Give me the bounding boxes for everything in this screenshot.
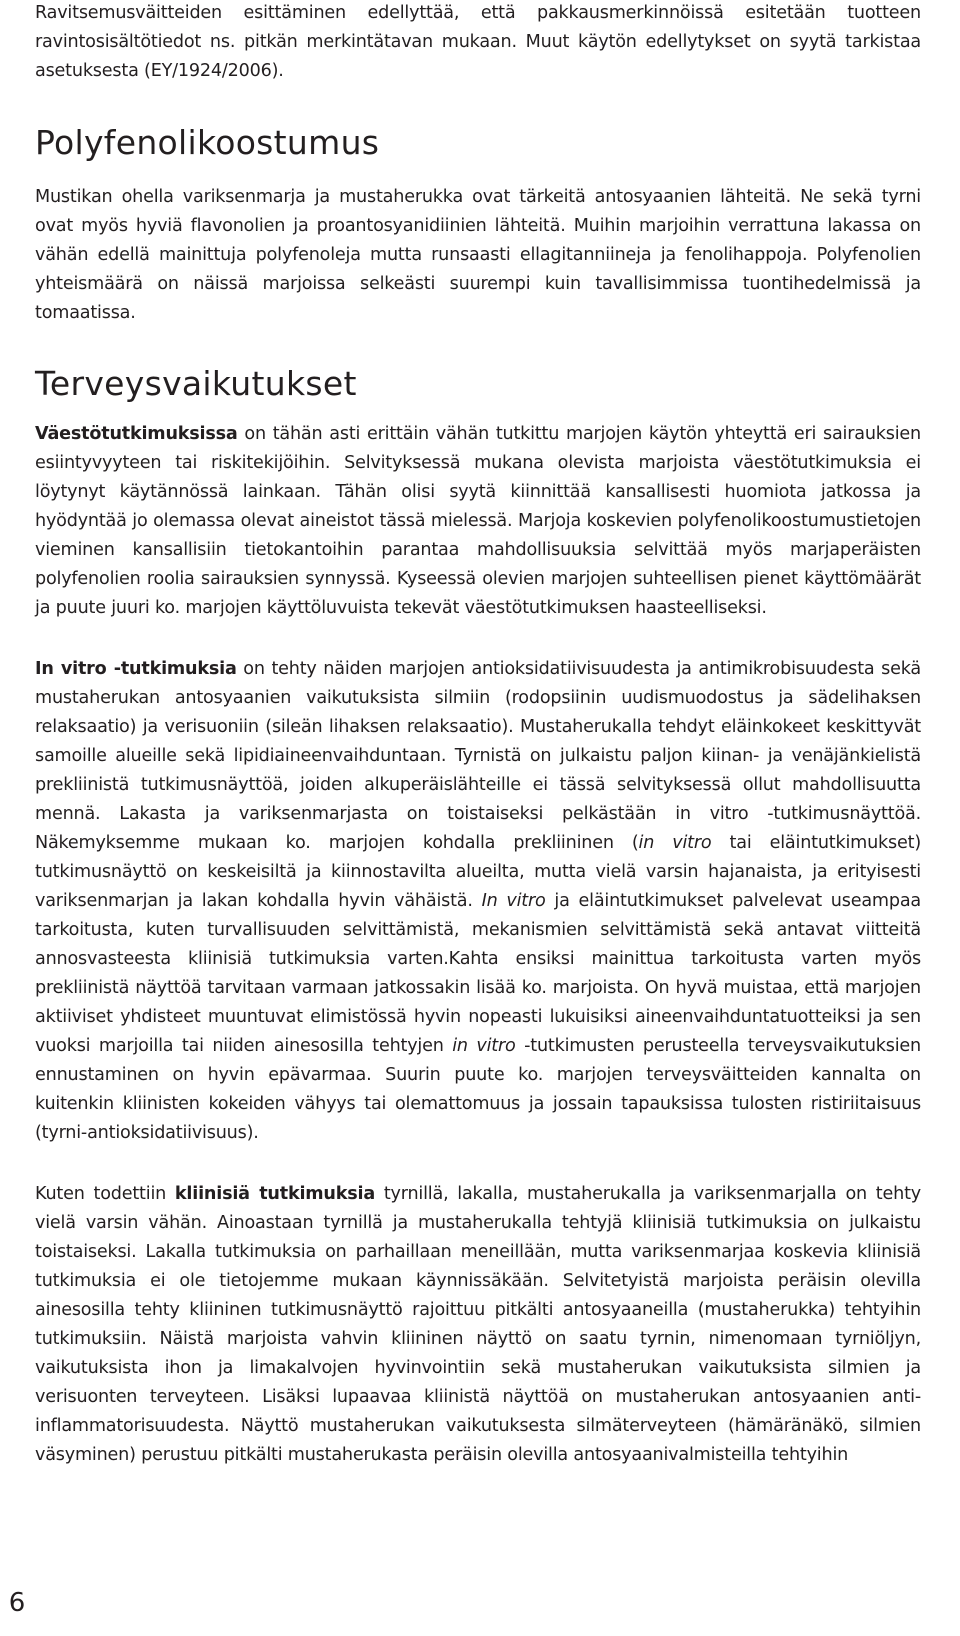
bold-term-kliinisia-tutkimuksia: kliinisiä tutkimuksia bbox=[174, 1184, 376, 1204]
kliiniset-paragraph bbox=[35, 1180, 921, 1470]
heading-polyfenolikoostumus: Polyfenolikoostumus bbox=[35, 123, 380, 162]
vaestotutkimus-paragraph bbox=[35, 420, 921, 623]
italic-in-vitro: In vitro bbox=[481, 891, 546, 911]
heading-terveysvaikutukset: Terveysvaikutukset bbox=[35, 364, 357, 403]
paragraph-text: on tähän asti erittäin vähän tutkittu marjojen käytön yhteyttä eri sairauksien esiintyvyyteen tai riskitekijöihin. Selvityksessä mukana olevista marjoista väestötutkimuksia ei löytynyt käytännössä lainkaan. Tähän olisi syytä kiinnittää kansallisesti huomiota jatkossa ja hyödyntää jo olemassa olevat aineistot tässä mielessä. Marjoja koskevien polyfenolikoostumustietojen vieminen kansallisiin tietokantoihin parantaa mahdollisuuksia selvittää myös marjaperäisten polyfenolien roolia sairauksien synnyssä. Kyseessä olevien marjojen suhteellisen pienet käyttömäärät ja puute juuri ko. marjojen käyttöluvuista tekevät väestötutkimuksen haasteelliseksi. bbox=[35, 424, 921, 618]
paragraph-text: tyrnillä, lakalla, mustaherukalla ja variksenmarjalla on tehty vielä varsin vähän. Ainoastaan tyrnillä ja mustaherukalla tehtyjä kliinisiä tutkimuksia on julkaistu toistaiseksi. Lakalla tutkimuksia on parhaillaan meneillään, mutta variksenmarjaa koskevia kliinisiä tutkimuksia ei ole tietojemme mukaan käynnissäkään. Selvitetyistä marjoista peräisin olevilla ainesosilla tehty kliininen tutkimusnäyttö rajoittuu pitkälti antosyaaneilla (mustaherukka) tehtyihin tutkimuksiin. Näistä marjoista vahvin kliininen näyttö on saatu tyrnin, nimenomaan tyrniöljyn, vaikutuksista ihon ja limakalvojen hyvinvointiin sekä mustaherukan vaikutuksista silmien ja verisuonten terveyteen. Lisäksi lupaavaa kliinistä näyttöä on mustaherukan antosyaanien anti-inflammatorisuudesta. Näyttö mustaherukan vaikutuksesta silmäterveyteen (hämäränäkö, silmien väsyminen) perustuu pitkälti mustaherukasta peräisin olevilla antosyaanivalmisteilla tehtyihin bbox=[35, 1184, 921, 1465]
paragraph-text: -tutkimusten perusteella terveysvaikutuksien ennustaminen on hyvin epävarmaa. Suurin puute ko. marjojen terveysväitteiden kannalta on kuitenkin kliinisten kokeiden vähyys tai olemattomuus ja jossain tapauksissa tulosten ristiriitaisuus (tyrni-antioksidatiivisuus). bbox=[35, 1036, 922, 1143]
intro-paragraph: Ravitsemusväitteiden esittäminen edellyttää, että pakkausmerkinnöissä esitetään tuotteen ravintosisältötiedot ns. pitkän merkintätavan mukaan. Muut käytön edellytykset on syytä tarkistaa asetuksesta (EY/1924/2006). bbox=[35, 3, 921, 81]
document-page bbox=[35, 0, 921, 1470]
paragraph-text: Kuten todettiin bbox=[35, 1184, 175, 1204]
italic-in-vitro: in vitro bbox=[638, 833, 712, 853]
page-number: 6 bbox=[8, 1588, 26, 1618]
paragraph-text: on tehty näiden marjojen antioksidatiivisuudesta ja antimikrobisuudesta sekä mustaherukan antosyaanien vaikutuksista silmiin (rodopsiinin uudismuodostus ja sädelihaksen relaksaatio) ja verisuoniin (sileän lihaksen relaksaatio). Mustaherukalla tehdyt eläinkokeet keskittyvät samoille alueille sekä lipidiaineenvaihduntaan. Tyrnistä on julkaistu paljon kiinan- ja venäjänkielistä prekliinistä tutkimusnäyttöä, joiden alkuperäislähteille ei tässä selvityksessä ollut mahdollisuutta mennä. Lakasta ja variksenmarjasta on toistaiseksi pelkästään in vitro -tutkimusnäyttöä. Näkemyksemme mukaan ko. marjojen kohdalla prekliininen ( bbox=[35, 659, 921, 853]
polyfenoli-paragraph: Mustikan ohella variksenmarja ja mustaherukka ovat tärkeitä antosyaanien lähteitä. Ne sekä tyrni ovat myös hyviä flavonolien ja proantosyanidiinien lähteitä. Muihin marjoihin verrattuna lakassa on vähän edellä mainittuja polyfenoleja mutta runsaasti ellagitanniineja ja fenolihappoja. Polyfenolien yhteismäärä on näissä marjoissa selkeästi suurempi kuin tavallisimmissa tuontihedelmissä ja tomaatissa. bbox=[35, 187, 921, 323]
italic-in-vitro: in vitro bbox=[452, 1036, 516, 1056]
bold-term-vaestotutkimuksissa: Väestötutkimuksissa bbox=[35, 424, 238, 444]
in-vitro-paragraph bbox=[35, 655, 921, 1148]
paragraph-text: tai eläintutkimukset) tutkimusnäyttö on keskeisiltä ja kiinnostavilta alueilta, mutta vielä varsin hajanaista, ja erityisesti variksenmarjan ja lakan kohdalla hyvin vähäistä. bbox=[35, 833, 921, 911]
paragraph-text: ja eläintutkimukset palvelevat useampaa tarkoitusta, kuten turvallisuuden selvittämistä, mekanismien selvittämistä sekä antavat viitteitä annosvasteesta kliinisiä tutkimuksia varten.Kahta ensiksi mainittua tarkoitusta varten myös prekliinistä näyttöä tarvitaan varmaan jatkossakin lisää ko. marjoista. On hyvä muistaa, että marjojen aktiiviset yhdisteet muuntuvat elimistössä hyvin nopeasti lukuisiksi aineenvaihduntatuotteiksi ja sen vuoksi marjoilla tai niiden ainesosilla tehtyjen bbox=[35, 891, 921, 1056]
bold-term-in-vitro: In vitro -tutkimuksia bbox=[35, 659, 237, 679]
